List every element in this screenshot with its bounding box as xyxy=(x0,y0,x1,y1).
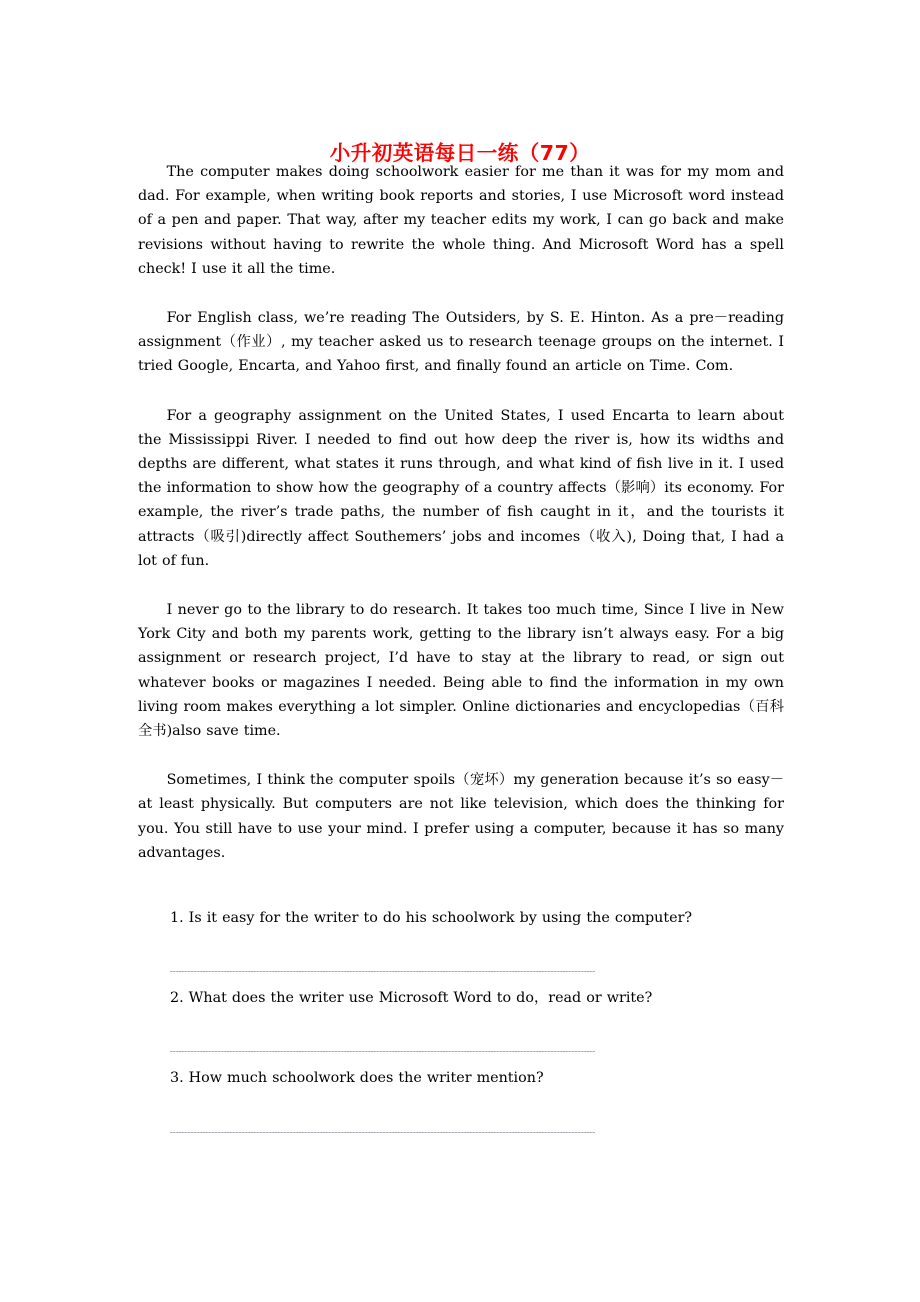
passage-paragraph: For English class, we’re reading The Outsiders, by S. E. Hinton. As a pre－reading assignment（作业）, my teacher asked us to research teenage groups on the internet. I tried Google, Encarta, and Yahoo first, and finally found an article on Time. Com. xyxy=(138,310,784,375)
passage-paragraph: The computer makes doing schoolwork easier for me than it was for my mom and dad. For example, when writing book reports and stories, I use Microsoft word instead of a pen and paper. That way, after my teacher edits my work, I can go back and make revisions without having to rewrite the whole thing. And Microsoft Word has a spell check! I use it all the time. xyxy=(138,164,784,277)
question-text: 2. What does the writer use Microsoft Word to do，read or write? xyxy=(170,990,653,1007)
passage-body xyxy=(138,160,784,865)
answer-blank-line[interactable] xyxy=(170,971,595,972)
question-text: 3. How much schoolwork does the writer mention? xyxy=(170,1070,544,1087)
page-title: 小升初英语每日一练（77） xyxy=(329,140,591,165)
answer-blank-line[interactable] xyxy=(170,1051,595,1052)
passage-paragraph: Sometimes, I think the computer spoils（宠坏）my generation because it’s so easy－at least physically. But computers are not like television, which does the thinking for you. You still have to use your mind. I prefer using a computer, because it has so many advantages. xyxy=(138,772,784,861)
question-item xyxy=(170,906,784,972)
passage-paragraph: I never go to the library to do research. It takes too much time, Since I live in New York City and both my parents work, getting to the library isn’t always easy. For a big assignment or research project, I’d have to stay at the library to read, or sign out whatever books or magazines I needed. Being able to find the information in my own living room makes everything a lot simpler. Online dictionaries and encyclopedias（百科全书)also save time. xyxy=(138,602,784,740)
question-list xyxy=(170,906,784,1147)
answer-blank-line[interactable] xyxy=(170,1132,595,1133)
question-text: 1. Is it easy for the writer to do his schoolwork by using the computer? xyxy=(170,910,693,926)
passage-paragraph: For a geography assignment on the United States, I used Encarta to learn about the Mississippi River. I needed to find out how deep the river is, how its widths and depths are different, what states it runs through, and what kind of fish live in it. I used the information to show how the geography of a country affects（影响）its economy. For example, the river’s trade paths, the number of fish caught in it，and the tourists it attracts（吸引)directly affect Southemers’ jobs and incomes（收入), Doing that, I had a lot of fun. xyxy=(138,407,784,569)
question-item xyxy=(170,986,784,1052)
question-item xyxy=(170,1066,784,1132)
